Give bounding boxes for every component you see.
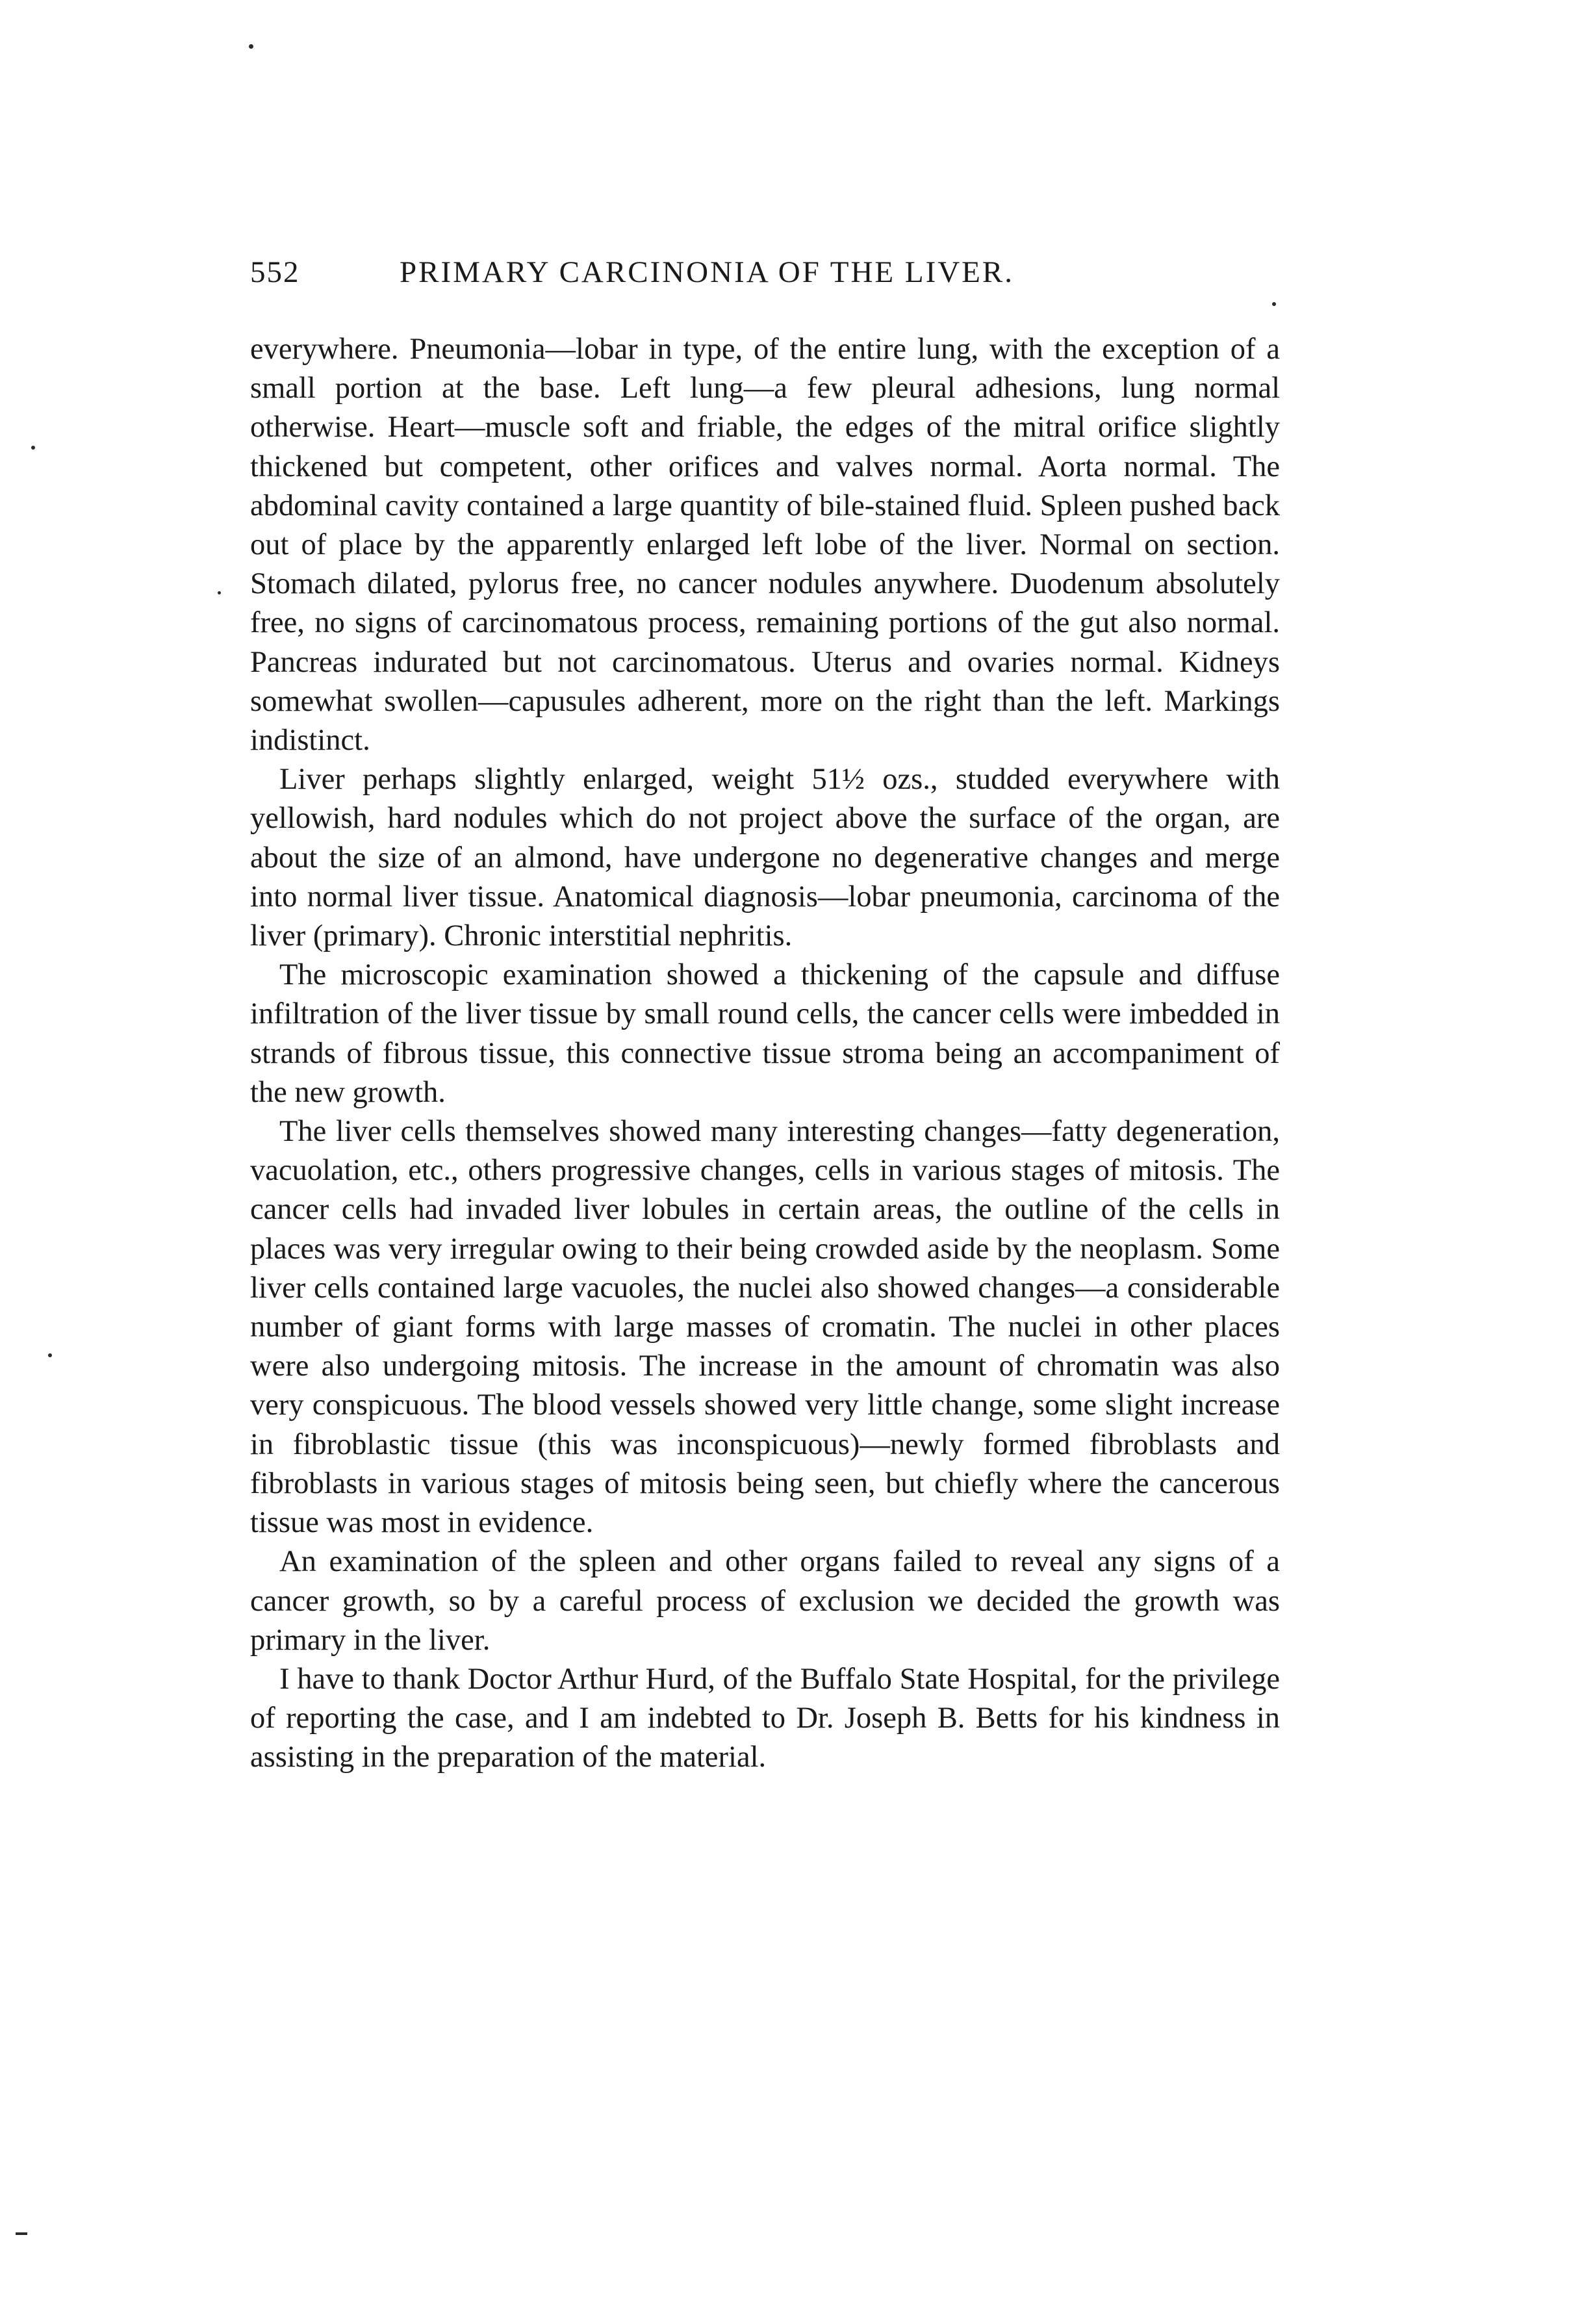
paragraph-microscopic-examination: The microscopic examination showed a thickening of the capsule and diffuse infiltration of the liver tissue by small round cells, the cancer cells were imbedded in strands of fibrous tissue, this connective tissue stroma being an accompaniment of the new growth. [250, 958, 1280, 1109]
paragraph-liver-cells: The liver cells themselves showed many interesting changes—fatty degeneration, vacuolation, etc., others progressive changes, cells in various stages of mitosis. The cancer cells had invaded liver lobules in certain areas, the outline of the cells in places was very irregular owing to their being crowded aside by the neoplasm. Some liver cells contained large vacuoles, the nuclei also showed changes—a considerable number of giant forms with large masses of cromatin. The nuclei in other places were also undergoing mitosis. The increase in the amount of chromatin was also very conspicuous. The blood vessels showed very little change, some slight increase in fibroblastic tissue (this was inconspicuous)—newly formed fibroblasts and fibroblasts in various stages of mitosis being seen, but chiefly where the cancerous tissue was most in evidence. [250, 1115, 1280, 1540]
scan-speck [249, 44, 253, 49]
scan-speck [218, 591, 221, 594]
scan-speck [31, 446, 35, 450]
running-title: PRIMARY CARCINONIA OF THE LIVER. [400, 255, 1014, 289]
paragraph-autopsy-findings: everywhere. Pneumonia—lobar in type, of the entire lung, with the exception of a small portion at the base. Left lung—a few pleural adhesions, lung normal otherwise. Heart—muscle soft and friable, the edges of the mitral orifice slightly thickened but competent, other orifices and valves normal. Aorta normal. The abdominal cavity contained a large quantity of bile-stained fluid. Spleen pushed back out of place by the apparently enlarged left lobe of the liver. Normal on section. Stomach dilated, pylorus free, no cancer nodules anywhere. Duodenum absolutely free, no signs of carcinomatous process, remaining portions of the gut also normal. Pancreas indurated but not carcinomatous. Uterus and ovaries normal. Kidneys somewhat swollen—capusules adherent, more on the right than the left. Markings indistinct. [250, 333, 1280, 758]
paragraph-conclusion: An examination of the spleen and other organs failed to reveal any signs of a cancer growth, so by a careful process of exclusion we decided the growth was primary in the liver. [250, 1545, 1280, 1657]
scan-dash [16, 2232, 27, 2235]
body-text [250, 330, 1280, 1778]
paragraph-acknowledgements: I have to thank Doctor Arthur Hurd, of the Buffalo State Hospital, for the privilege of reporting the case, and I am indebted to Dr. Joseph B. Betts for his kindness in assisting in the preparation of the material. [250, 1662, 1280, 1774]
scan-speck [48, 1353, 52, 1357]
page-number: 552 [250, 255, 300, 289]
running-header [250, 255, 1283, 307]
paragraph-liver-description: Liver perhaps slightly enlarged, weight 51½ ozs., studded everywhere with yellowish, hard nodules which do not project above the surface of the organ, are about the size of an almond, have undergone no degenerative changes and merge into normal liver tissue. Anatomical diagnosis—lobar pneumonia, carcinoma of the liver (primary). Chronic interstitial nephritis. [250, 763, 1280, 953]
